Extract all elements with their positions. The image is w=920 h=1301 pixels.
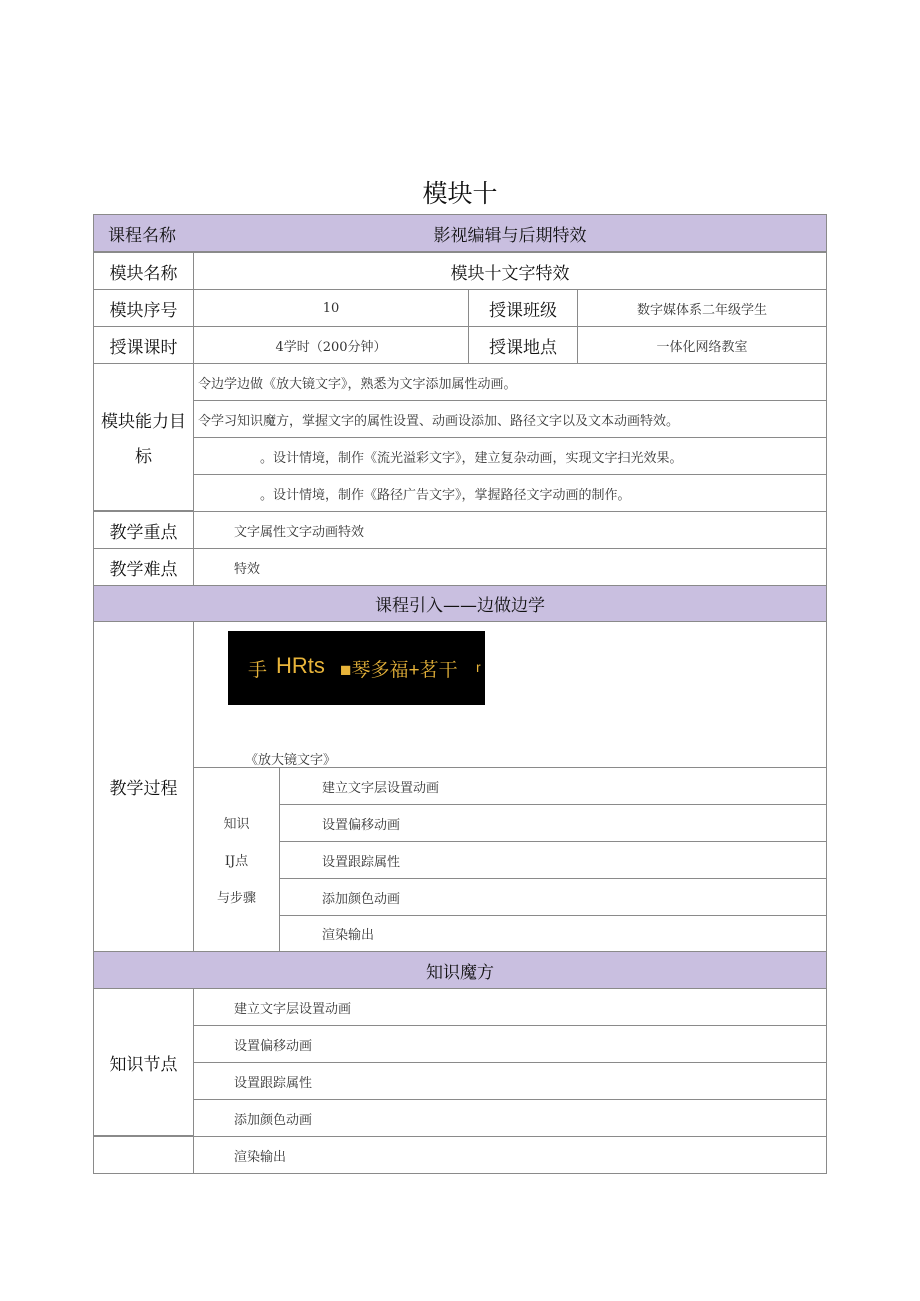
banner-text-b: HRts <box>276 653 325 678</box>
banner-text-c: ■琴多福+茗干 <box>340 660 458 681</box>
node-item: 渲染输出 <box>193 1136 827 1174</box>
module-no-value: 10 <box>193 289 469 327</box>
node-item: 添加颜色动画 <box>193 1099 827 1137</box>
place-value: 一体化网络教室 <box>577 326 827 364</box>
step-item: 设置偏移动画 <box>279 804 827 842</box>
banner-image <box>228 631 485 705</box>
node-item: 设置跟踪属性 <box>193 1062 827 1100</box>
step-item: 添加颜色动画 <box>279 878 827 916</box>
module-name-label: 模块名称 <box>93 252 194 290</box>
magic-header: 知识魔方 <box>93 951 827 989</box>
banner-caption: 《放大镜文字》 <box>245 752 337 768</box>
ability-label-line1: 模块能力目 <box>101 412 186 432</box>
difficulty-value: 特效 <box>193 548 827 586</box>
step-item: 渲染输出 <box>279 915 827 952</box>
ability-item: 。设计情境，制作《流光溢彩文字》，建立复杂动画，实现文字扫光效果。 <box>193 437 827 475</box>
process-label: 教学过程 <box>93 621 194 952</box>
nodes-label-cell-bottom <box>93 1136 194 1174</box>
hours-label: 授课课时 <box>93 326 194 364</box>
ability-item: 令边学边做《放大镜文字》，熟悉为文字添加属性动画。 <box>193 363 827 401</box>
knowledge-point-label <box>193 767 280 952</box>
page-title: 模块十 <box>422 179 498 208</box>
node-item: 设置偏移动画 <box>193 1025 827 1063</box>
kp-line: IJ点 <box>224 854 249 869</box>
banner-text-d: r <box>476 659 481 675</box>
class-value: 数字媒体系二年级学生 <box>577 289 827 327</box>
module-name-value: 模块十文字特效 <box>193 252 827 290</box>
step-item: 建立文字层设置动画 <box>279 767 827 805</box>
nodes-label: 知识节点 <box>93 988 194 1136</box>
ability-item: 。设计情境，制作《路径广告文字》，掌握路径文字动画的制作。 <box>193 474 827 512</box>
place-label: 授课地点 <box>468 326 578 364</box>
ability-item: 令学习知识魔方，掌握文字的属性设置、动画设添加、路径文字以及文本动画特效。 <box>193 400 827 438</box>
intro-header: 课程引入——边做边学 <box>93 585 827 622</box>
difficulty-label: 教学难点 <box>93 548 194 586</box>
class-label: 授课班级 <box>468 289 578 327</box>
kp-line: 知识 <box>223 817 250 832</box>
kp-line: 与步骤 <box>216 891 256 906</box>
key-point-value: 文字属性文字动画特效 <box>193 511 827 549</box>
banner-text-a: 手 <box>248 660 268 681</box>
hours-value: 4学时（200分钟） <box>193 326 469 364</box>
course-name-label: 课程名称 <box>108 225 176 246</box>
module-no-label: 模块序号 <box>93 289 194 327</box>
ability-label-line2: 标 <box>135 447 152 467</box>
key-point-label: 教学重点 <box>93 511 194 549</box>
step-item: 设置跟踪属性 <box>279 841 827 879</box>
ability-label <box>93 363 194 511</box>
node-item: 建立文字层设置动画 <box>193 988 827 1026</box>
course-name-value: 影视编辑与后期特效 <box>433 225 587 246</box>
